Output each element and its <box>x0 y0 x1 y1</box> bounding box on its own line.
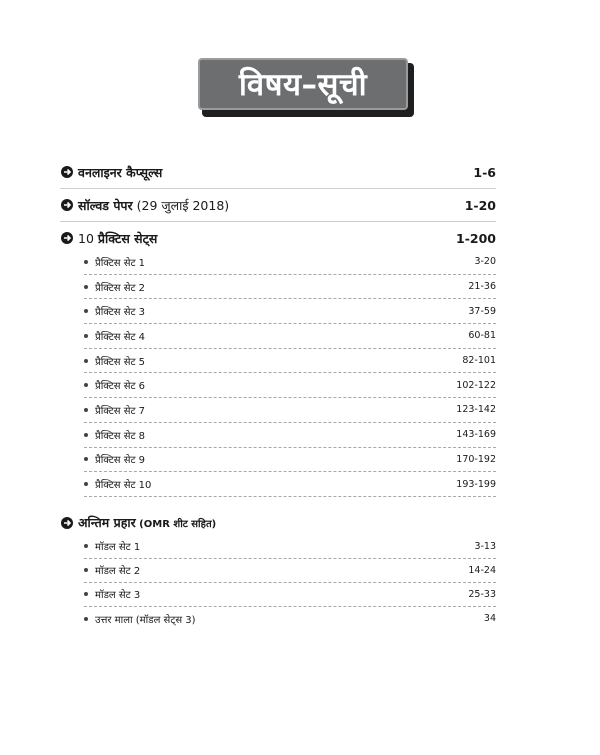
item-pages: 82-101 <box>462 355 496 367</box>
section-title <box>78 514 216 531</box>
list-item[interactable] <box>84 398 496 423</box>
item-label: प्रैक्टिस सेट 3 <box>95 307 146 319</box>
section-title-count: 10 <box>78 230 98 246</box>
bullet-icon <box>84 544 88 548</box>
section-title-date: (29 जुलाई 2018) <box>132 197 230 213</box>
item-label: प्रैक्टिस सेट 8 <box>95 430 146 442</box>
bullet-icon <box>84 433 88 437</box>
item-pages: 60-81 <box>468 330 496 342</box>
pointing-hand-icon <box>60 165 74 179</box>
item-label: प्रैक्टिस सेट 10 <box>95 480 152 492</box>
list-item[interactable] <box>84 583 496 607</box>
bullet-icon <box>84 457 88 461</box>
item-label: प्रैक्टिस सेट 5 <box>95 356 146 368</box>
section-pages: 1-200 <box>456 230 496 246</box>
list-item[interactable] <box>84 349 496 374</box>
bullet-icon <box>84 309 88 313</box>
section-title-main: अन्तिम प्रहार <box>78 515 136 531</box>
pointing-hand-icon <box>60 516 74 530</box>
section-title-subtitle: (OMR शीट सहित) <box>135 519 217 531</box>
item-pages: 143-169 <box>456 429 496 441</box>
list-item[interactable] <box>84 607 496 631</box>
list-item[interactable] <box>84 324 496 349</box>
model-set-list <box>84 535 496 631</box>
item-label: उत्तर माला (मॉडल सेट्स 3) <box>95 614 196 626</box>
item-pages: 34 <box>483 613 496 625</box>
bullet-icon <box>84 617 88 621</box>
divider <box>60 188 496 189</box>
bullet-icon <box>84 359 88 363</box>
item-label: प्रैक्टिस सेट 2 <box>95 282 146 294</box>
item-pages: 25-33 <box>468 588 496 600</box>
bullet-icon <box>84 285 88 289</box>
item-pages: 21-36 <box>468 281 496 293</box>
item-pages: 102-122 <box>456 379 496 391</box>
bullet-icon <box>84 592 88 596</box>
section-final-strike[interactable] <box>60 511 496 535</box>
list-item[interactable] <box>84 423 496 448</box>
item-pages: 37-59 <box>468 305 496 317</box>
list-item[interactable] <box>84 472 496 497</box>
list-item[interactable] <box>84 448 496 473</box>
bullet-icon <box>84 482 88 486</box>
list-item[interactable] <box>84 299 496 324</box>
list-item[interactable] <box>84 559 496 583</box>
section-solved-paper[interactable] <box>60 193 496 217</box>
section-title-main: सॉल्वड पेपर <box>78 197 133 213</box>
bullet-icon <box>84 383 88 387</box>
spacer <box>60 497 496 511</box>
item-pages: 170-192 <box>456 453 496 465</box>
section-oneliner[interactable] <box>60 160 496 184</box>
item-pages: 3-20 <box>474 256 496 268</box>
item-label: प्रैक्टिस सेट 9 <box>95 455 146 467</box>
item-pages: 193-199 <box>456 478 496 490</box>
item-pages: 123-142 <box>456 404 496 416</box>
item-label: प्रैक्टिस सेट 7 <box>95 405 146 417</box>
practice-set-list <box>84 250 496 497</box>
item-label: प्रैक्टिस सेट 6 <box>95 381 146 393</box>
title-box <box>198 58 408 110</box>
section-practice-sets[interactable] <box>60 226 496 250</box>
list-item[interactable] <box>84 250 496 275</box>
list-item[interactable] <box>84 275 496 300</box>
item-pages: 14-24 <box>468 564 496 576</box>
bullet-icon <box>84 260 88 264</box>
item-label: मॉडल सेट 2 <box>95 566 141 578</box>
section-title: वनलाइनर कैप्सूल्स <box>78 164 163 180</box>
table-of-contents <box>60 160 496 631</box>
section-title <box>78 197 229 214</box>
section-title-main: प्रैक्टिस सेट्स <box>97 230 158 246</box>
item-pages: 3-13 <box>474 540 496 552</box>
bullet-icon <box>84 334 88 338</box>
item-label: मॉडल सेट 3 <box>95 590 141 602</box>
item-label: मॉडल सेट 1 <box>95 542 141 554</box>
page-title: विषय–सूची <box>238 67 368 103</box>
list-item[interactable] <box>84 535 496 559</box>
pointing-hand-icon <box>60 198 74 212</box>
bullet-icon <box>84 568 88 572</box>
section-title <box>78 230 157 247</box>
pointing-hand-icon <box>60 231 74 245</box>
item-label: प्रैक्टिस सेट 4 <box>95 331 146 343</box>
section-pages: 1-20 <box>464 197 496 213</box>
section-pages: 1-6 <box>473 164 496 180</box>
list-item[interactable] <box>84 373 496 398</box>
bullet-icon <box>84 408 88 412</box>
title-banner <box>198 58 410 116</box>
divider <box>60 221 496 222</box>
item-label: प्रैक्टिस सेट 1 <box>95 257 146 269</box>
